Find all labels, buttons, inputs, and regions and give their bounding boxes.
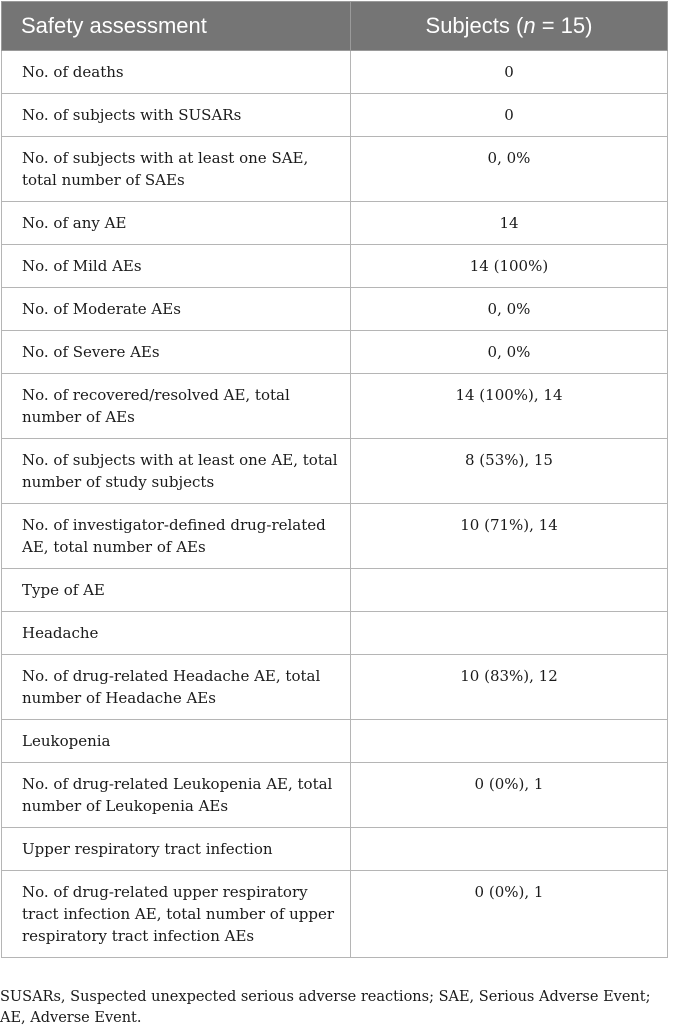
table-row — [2, 871, 668, 958]
table-row — [2, 288, 668, 331]
table-row — [2, 51, 668, 94]
row-value: 10 (83%), 12 — [351, 655, 668, 720]
row-label: No. of Severe AEs — [2, 331, 351, 374]
row-label: No. of drug-related upper respiratory tract infection AE, total number of upper respiratory tract infection AEs — [2, 871, 351, 958]
row-value — [351, 569, 668, 612]
row-label: Leukopenia — [2, 720, 351, 763]
row-value: 0, 0% — [351, 331, 668, 374]
table-row — [2, 828, 668, 871]
table-row — [2, 504, 668, 569]
row-value: 14 (100%) — [351, 245, 668, 288]
table-row — [2, 331, 668, 374]
row-value: 14 (100%), 14 — [351, 374, 668, 439]
row-label: Type of AE — [2, 569, 351, 612]
table-row — [2, 374, 668, 439]
table-header — [2, 2, 668, 51]
table-row — [2, 569, 668, 612]
table-row — [2, 612, 668, 655]
row-value: 0 — [351, 94, 668, 137]
row-label: No. of any AE — [2, 202, 351, 245]
table-row — [2, 137, 668, 202]
header-safety-assessment: Safety assessment — [2, 2, 351, 51]
row-label: No. of drug-related Leukopenia AE, total number of Leukopenia AEs — [2, 763, 351, 828]
row-value — [351, 828, 668, 871]
row-label: No. of deaths — [2, 51, 351, 94]
row-label: No. of subjects with SUSARs — [2, 94, 351, 137]
row-label: No. of subjects with at least one AE, total number of study subjects — [2, 439, 351, 504]
row-value — [351, 612, 668, 655]
row-value: 14 — [351, 202, 668, 245]
row-value: 0 — [351, 51, 668, 94]
row-label: Headache — [2, 612, 351, 655]
row-value — [351, 720, 668, 763]
row-value: 10 (71%), 14 — [351, 504, 668, 569]
row-value: 0, 0% — [351, 137, 668, 202]
header-subjects-suffix: = 15) — [535, 13, 593, 38]
row-label: No. of Mild AEs — [2, 245, 351, 288]
table-row — [2, 245, 668, 288]
safety-assessment-table — [1, 1, 668, 958]
header-row — [2, 2, 668, 51]
row-label: Upper respiratory tract infection — [2, 828, 351, 871]
header-subjects — [351, 2, 668, 51]
row-label: No. of Moderate AEs — [2, 288, 351, 331]
row-label: No. of subjects with at least one SAE, total number of SAEs — [2, 137, 351, 202]
header-subjects-prefix: Subjects ( — [425, 13, 524, 38]
table-row — [2, 763, 668, 828]
row-label: No. of recovered/resolved AE, total number of AEs — [2, 374, 351, 439]
table-row — [2, 202, 668, 245]
table-row — [2, 94, 668, 137]
row-value: 8 (53%), 15 — [351, 439, 668, 504]
row-value: 0 (0%), 1 — [351, 763, 668, 828]
table-footnote: SUSARs, Suspected unexpected serious adverse reactions; SAE, Serious Adverse Event; AE, Adverse Event. — [0, 989, 651, 1026]
table-body — [2, 51, 668, 958]
table-row — [2, 439, 668, 504]
safety-table-container — [1, 1, 667, 958]
row-label: No. of drug-related Headache AE, total number of Headache AEs — [2, 655, 351, 720]
row-value: 0, 0% — [351, 288, 668, 331]
table-row — [2, 720, 668, 763]
header-n-variable: n — [523, 13, 536, 38]
row-value: 0 (0%), 1 — [351, 871, 668, 958]
row-label: No. of investigator-defined drug-related AE, total number of AEs — [2, 504, 351, 569]
table-row — [2, 655, 668, 720]
